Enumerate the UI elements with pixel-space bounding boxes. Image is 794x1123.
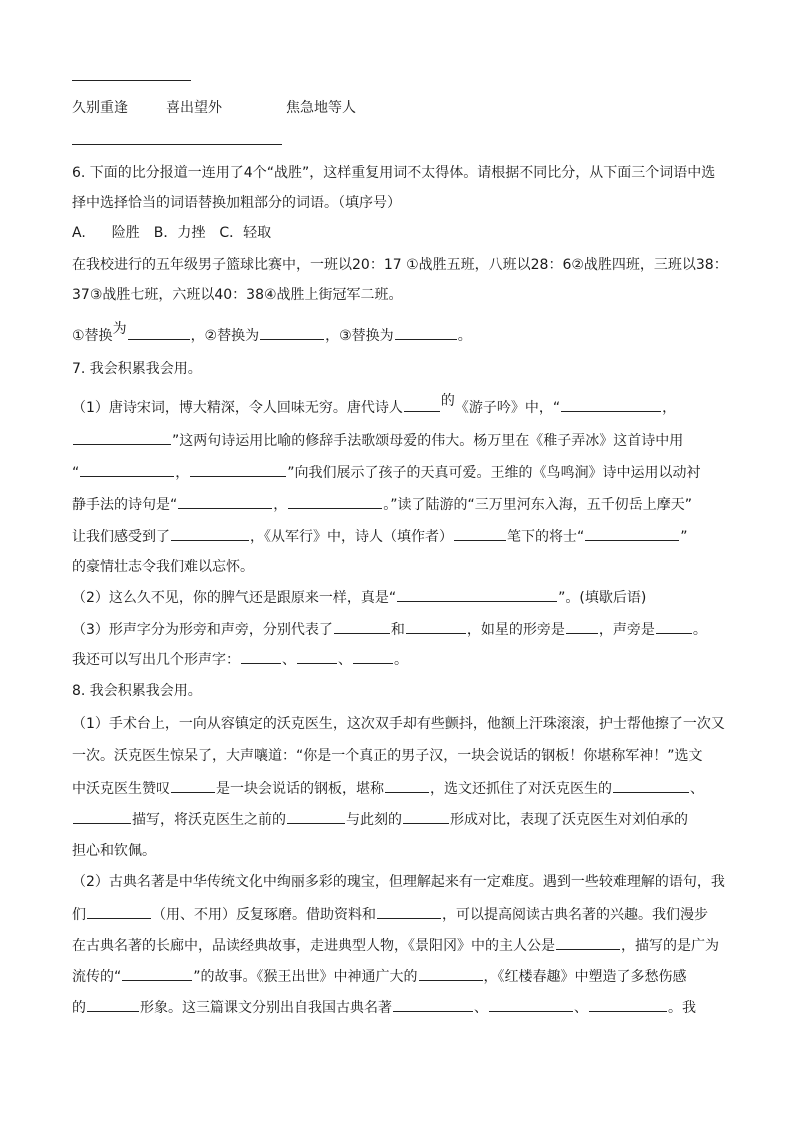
q6-answer-line: ①替换为 ，②替换为 ，③替换为 。 — [72, 321, 472, 344]
q8-p1-line-4: 描写，将沃克医生之前的 与此刻的 形成对比，表现了沃克医生对刘伯承的 — [72, 809, 688, 830]
blank[interactable] — [260, 325, 324, 340]
blank[interactable] — [489, 997, 573, 1012]
blank[interactable] — [404, 397, 440, 412]
option-b: B．力挫 — [153, 225, 206, 241]
blank[interactable] — [171, 778, 215, 793]
q7-p1-line-2: ”这两句诗运用比喻的修辞手法歌颂母爱的伟大。杨万里在《稚子弄冰》这首诗中用 — [72, 430, 683, 451]
word-2: 喜出望外 — [166, 100, 222, 116]
word-3: 焦急地等人 — [286, 100, 356, 116]
blank[interactable] — [122, 966, 192, 981]
q8-title: 8. 我会积累我会用。 — [72, 683, 202, 699]
blank[interactable] — [87, 904, 151, 919]
blank[interactable] — [385, 778, 429, 793]
q6-options — [72, 223, 271, 243]
q7-title: 7. 我会积累我会用。 — [72, 361, 202, 377]
blank[interactable] — [297, 649, 337, 664]
answer-line[interactable] — [72, 144, 282, 145]
answer-line[interactable] — [72, 80, 191, 81]
blank[interactable] — [178, 494, 272, 509]
word-row — [72, 98, 356, 118]
blank[interactable] — [613, 778, 689, 793]
blank[interactable] — [395, 325, 457, 340]
blank[interactable] — [190, 462, 286, 477]
q7-p2: （2）这么久不见，你的脾气还是跟原来一样，真是“ ”。(填歇后语) — [72, 587, 646, 608]
blank[interactable] — [334, 619, 390, 634]
blank[interactable] — [73, 809, 131, 824]
q8-p1-line-2: 一次。沃克医生惊呆了，大声嚷道：“你是一个真正的男子汉，一块会说话的钢板！你堪称军神！”选文 — [72, 748, 703, 764]
blank[interactable] — [377, 904, 441, 919]
blank[interactable] — [561, 397, 661, 412]
blank[interactable] — [656, 619, 692, 634]
blank[interactable] — [393, 997, 473, 1012]
q6-report-line-1: 在我校进行的五年级男子篮球比赛中，一班以20：17 ①战胜五班，八班以28：6②战胜四班，三班以38： — [72, 257, 728, 273]
word-1: 久别重逢 — [72, 100, 128, 116]
blank[interactable] — [406, 619, 466, 634]
q7-p1-line-3: “ ， ”向我们展示了孩子的天真可爱。王维的《鸟鸣涧》诗中运用以动衬 — [72, 462, 701, 483]
q8-p2-line-4: 流传的“ ”的故事。《猴王出世》中神通广大的 ，《红楼春趣》中塑造了多愁伤感 — [72, 966, 687, 987]
q7-p1-line-1: （1）唐诗宋词，博大精深，令人回味无穷。唐代诗人 的《游子吟》中，“ ， — [72, 393, 677, 416]
q8-p1-line-5: 担心和钦佩。 — [72, 843, 156, 859]
blank[interactable] — [397, 587, 557, 602]
q8-p1-line-3: 中沃克医生赞叹 是一块会说话的钢板，堪称 ，选文还抓住了对沃克医生的 、 — [72, 778, 704, 799]
blank[interactable] — [128, 325, 190, 340]
blank[interactable] — [80, 462, 174, 477]
blank[interactable] — [73, 430, 171, 445]
blank[interactable] — [87, 997, 139, 1012]
q8-p1-line-1: （1）手术台上，一向从容镇定的沃克医生，这次双手却有些颤抖，他额上汗珠滚滚，护士帮他擦了一次又 — [72, 716, 725, 732]
q6-report-line-2: 37③战胜七班，六班以40：38④战胜上街冠军二班。 — [72, 287, 403, 303]
q7-p3-line-1: （3）形声字分为形旁和声旁，分别代表了 和 ，如星的形旁是 ，声旁是 。 — [72, 619, 707, 640]
q7-p1-line-4: 静手法的诗句是“ ， 。”读了陆游的“三万里河东入海，五千仞岳上摩天” — [72, 494, 692, 515]
q7-p1-line-6: 的豪情壮志令我们难以忘怀。 — [72, 559, 254, 575]
q8-p2-line-1: （2）古典名著是中华传统文化中绚丽多彩的瑰宝，但理解起来有一定难度。遇到一些较难理解的语句，我 — [72, 874, 725, 890]
q8-p2-line-3: 在古典名著的长廊中，品读经典故事，走进典型人物，《景阳冈》中的主人公是 ，描写的是广为 — [72, 935, 719, 956]
blank[interactable] — [171, 526, 249, 541]
option-a-label: A. — [72, 225, 86, 241]
blank[interactable] — [241, 649, 281, 664]
q7-p1-line-5: 让我们感受到了 ，《从军行》中，诗人（填作者） 笔下的将士“ ” — [72, 526, 688, 547]
q6-stem-line-1: 6. 下面的比分报道一连用了4个“战胜”，这样重复用词不太得体。请根据不同比分，从下面三个词语中选 — [72, 165, 716, 181]
blank[interactable] — [288, 494, 382, 509]
q6-stem-line-2: 择中选择恰当的词语替换加粗部分的词语。（填序号） — [72, 195, 401, 211]
blank[interactable] — [353, 649, 393, 664]
blank[interactable] — [454, 526, 506, 541]
q8-p2-line-2: 们 （用、不用）反复琢磨。借助资料和 ，可以提高阅读古典名著的兴趣。我们漫步 — [72, 904, 708, 925]
blank[interactable] — [585, 526, 679, 541]
option-c: C．轻取 — [219, 225, 272, 241]
blank[interactable] — [589, 997, 667, 1012]
option-a-word: 险胜 — [111, 225, 140, 241]
blank[interactable] — [556, 935, 620, 950]
blank[interactable] — [403, 809, 449, 824]
q8-p2-line-5: 的 形象。这三篇课文分别出自我国古典名著 、 、 。我 — [72, 997, 696, 1018]
q7-p3-line-2: 我还可以写出几个形声字： 、 、 。 — [72, 649, 408, 670]
blank[interactable] — [419, 966, 483, 981]
blank[interactable] — [566, 619, 598, 634]
blank[interactable] — [287, 809, 345, 824]
